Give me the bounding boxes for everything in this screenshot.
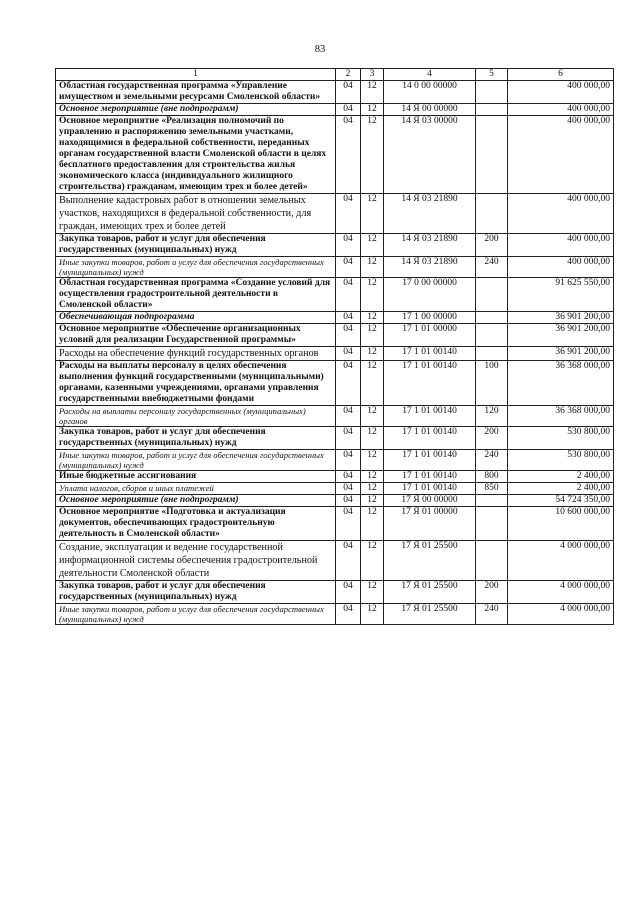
row-name-cell: Иные закупки товаров, работ и услуг для обеспечения государственных (муниципальных) нужд [56, 450, 336, 471]
table-row [56, 194, 614, 234]
table-row [56, 361, 614, 406]
amount-cell: 36 368 000,00 [508, 361, 614, 406]
column-header: 5 [476, 69, 508, 81]
expense-type-cell: 200 [476, 234, 508, 257]
row-name-cell: Уплата налогов, сборов и иных платежей [56, 483, 336, 495]
subsection-code-cell: 12 [361, 361, 384, 406]
amount-cell: 36 368 000,00 [508, 406, 614, 427]
target-article-cell: 17 Я 01 25500 [384, 541, 476, 581]
expense-type-cell: 240 [476, 257, 508, 278]
table-row [56, 278, 614, 312]
section-code-cell: 04 [336, 312, 361, 324]
section-code-cell: 04 [336, 234, 361, 257]
table-row [56, 495, 614, 507]
table-row [56, 450, 614, 471]
page-number: 83 [314, 44, 326, 55]
expense-type-cell [476, 104, 508, 116]
table-row [56, 541, 614, 581]
subsection-code-cell: 12 [361, 104, 384, 116]
table-header-row [56, 69, 614, 81]
section-code-cell: 04 [336, 581, 361, 604]
amount-cell: 36 901 200,00 [508, 347, 614, 361]
table-body [56, 81, 614, 625]
section-code-cell: 04 [336, 278, 361, 312]
section-code-cell: 04 [336, 81, 361, 104]
target-article-cell: 17 1 01 00140 [384, 450, 476, 471]
target-article-cell: 17 1 01 00140 [384, 347, 476, 361]
expense-type-cell [476, 495, 508, 507]
amount-cell: 400 000,00 [508, 81, 614, 104]
section-code-cell: 04 [336, 194, 361, 234]
subsection-code-cell: 12 [361, 278, 384, 312]
table-row [56, 604, 614, 625]
section-code-cell: 04 [336, 471, 361, 483]
target-article-cell: 17 1 01 00000 [384, 324, 476, 347]
column-header: 1 [56, 69, 336, 81]
subsection-code-cell: 12 [361, 507, 384, 541]
target-article-cell: 14 Я 00 00000 [384, 104, 476, 116]
expense-type-cell [476, 194, 508, 234]
table-row [56, 347, 614, 361]
table-row [56, 471, 614, 483]
expense-type-cell: 120 [476, 406, 508, 427]
subsection-code-cell: 12 [361, 427, 384, 450]
column-header: 4 [384, 69, 476, 81]
row-name-cell: Расходы на выплаты персоналу государственных (муниципальных) органов [56, 406, 336, 427]
target-article-cell: 14 Я 03 21890 [384, 257, 476, 278]
section-code-cell: 04 [336, 347, 361, 361]
target-article-cell: 17 1 01 00140 [384, 483, 476, 495]
row-name-cell: Областная государственная программа «Создание условий для осуществления градостроительной деятельности в Смоленской области» [56, 278, 336, 312]
subsection-code-cell: 12 [361, 312, 384, 324]
row-name-cell: Закупка товаров, работ и услуг для обеспечения государственных (муниципальных) нужд [56, 427, 336, 450]
section-code-cell: 04 [336, 361, 361, 406]
section-code-cell: 04 [336, 406, 361, 427]
table-row [56, 234, 614, 257]
subsection-code-cell: 12 [361, 541, 384, 581]
expense-type-cell: 240 [476, 450, 508, 471]
section-code-cell: 04 [336, 427, 361, 450]
section-code-cell: 04 [336, 116, 361, 194]
expense-type-cell: 200 [476, 427, 508, 450]
table-row [56, 427, 614, 450]
amount-cell: 4 000 000,00 [508, 604, 614, 625]
section-code-cell: 04 [336, 483, 361, 495]
subsection-code-cell: 12 [361, 581, 384, 604]
amount-cell: 530 800,00 [508, 450, 614, 471]
amount-cell: 400 000,00 [508, 104, 614, 116]
row-name-cell: Основное мероприятие (вне подпрограмм) [56, 104, 336, 116]
row-name-cell: Иные бюджетные ассигнования [56, 471, 336, 483]
table-row [56, 116, 614, 194]
target-article-cell: 14 Я 03 21890 [384, 194, 476, 234]
row-name-cell: Основное мероприятие «Обеспечение организационных условий для реализации Государственной программы» [56, 324, 336, 347]
table-row [56, 324, 614, 347]
amount-cell: 400 000,00 [508, 234, 614, 257]
table-row [56, 581, 614, 604]
expense-type-cell [476, 278, 508, 312]
amount-cell: 4 000 000,00 [508, 541, 614, 581]
section-code-cell: 04 [336, 495, 361, 507]
subsection-code-cell: 12 [361, 257, 384, 278]
subsection-code-cell: 12 [361, 483, 384, 495]
subsection-code-cell: 12 [361, 406, 384, 427]
row-name-cell: Расходы на выплаты персоналу в целях обеспечения выполнения функций государственными (муниципальными) органами, казенными учреждениями, органами управления государственными внебюджетными фондами [56, 361, 336, 406]
expense-type-cell [476, 312, 508, 324]
section-code-cell: 04 [336, 507, 361, 541]
expense-type-cell: 100 [476, 361, 508, 406]
row-name-cell: Иные закупки товаров, работ и услуг для обеспечения государственных (муниципальных) нужд [56, 257, 336, 278]
section-code-cell: 04 [336, 541, 361, 581]
expense-type-cell [476, 507, 508, 541]
amount-cell: 91 625 550,00 [508, 278, 614, 312]
target-article-cell: 17 1 01 00140 [384, 361, 476, 406]
amount-cell: 400 000,00 [508, 257, 614, 278]
row-name-cell: Закупка товаров, работ и услуг для обеспечения государственных (муниципальных) нужд [56, 581, 336, 604]
amount-cell: 36 901 200,00 [508, 312, 614, 324]
target-article-cell: 17 1 01 00140 [384, 471, 476, 483]
row-name-cell: Создание, эксплуатация и ведение государственной информационной системы обеспечения градостроительной деятельности Смоленской области [56, 541, 336, 581]
amount-cell: 54 724 350,00 [508, 495, 614, 507]
row-name-cell: Основное мероприятие «Реализация полномочий по управлению и распоряжению земельными участками, находящимися в федеральной собственности, переданных органам государственной власти Смоленской области в целях бесплатного предоставления для строительства жилья экономического класса (индивидуального жилищного строительства) гражданам, имеющим трех и более детей» [56, 116, 336, 194]
table-row [56, 257, 614, 278]
target-article-cell: 17 Я 00 00000 [384, 495, 476, 507]
column-header: 6 [508, 69, 614, 81]
section-code-cell: 04 [336, 604, 361, 625]
target-article-cell: 14 Я 03 21890 [384, 234, 476, 257]
subsection-code-cell: 12 [361, 81, 384, 104]
expense-type-cell [476, 81, 508, 104]
section-code-cell: 04 [336, 257, 361, 278]
table-row [56, 81, 614, 104]
expense-type-cell [476, 347, 508, 361]
row-name-cell: Обеспечивающая подпрограмма [56, 312, 336, 324]
target-article-cell: 17 0 00 00000 [384, 278, 476, 312]
table-row [56, 483, 614, 495]
column-header: 2 [336, 69, 361, 81]
section-code-cell: 04 [336, 104, 361, 116]
target-article-cell: 14 Я 03 00000 [384, 116, 476, 194]
target-article-cell: 17 1 01 00140 [384, 406, 476, 427]
row-name-cell: Областная государственная программа «Управление имуществом и земельными ресурсами Смоленской области» [56, 81, 336, 104]
row-name-cell: Иные закупки товаров, работ и услуг для обеспечения государственных (муниципальных) нужд [56, 604, 336, 625]
table-row [56, 507, 614, 541]
expense-type-cell: 240 [476, 604, 508, 625]
target-article-cell: 17 Я 01 25500 [384, 604, 476, 625]
row-name-cell: Основное мероприятие (вне подпрограмм) [56, 495, 336, 507]
table-row [56, 104, 614, 116]
section-code-cell: 04 [336, 324, 361, 347]
column-header: 3 [361, 69, 384, 81]
expense-type-cell: 800 [476, 471, 508, 483]
section-code-cell: 04 [336, 450, 361, 471]
subsection-code-cell: 12 [361, 347, 384, 361]
amount-cell: 2 400,00 [508, 471, 614, 483]
target-article-cell: 17 1 00 00000 [384, 312, 476, 324]
amount-cell: 530 800,00 [508, 427, 614, 450]
subsection-code-cell: 12 [361, 604, 384, 625]
amount-cell: 4 000 000,00 [508, 581, 614, 604]
subsection-code-cell: 12 [361, 450, 384, 471]
amount-cell: 10 600 000,00 [508, 507, 614, 541]
subsection-code-cell: 12 [361, 495, 384, 507]
amount-cell: 36 901 200,00 [508, 324, 614, 347]
expense-type-cell [476, 541, 508, 581]
expense-type-cell: 850 [476, 483, 508, 495]
table-row [56, 312, 614, 324]
amount-cell: 400 000,00 [508, 116, 614, 194]
amount-cell: 400 000,00 [508, 194, 614, 234]
target-article-cell: 17 1 01 00140 [384, 427, 476, 450]
subsection-code-cell: 12 [361, 116, 384, 194]
target-article-cell: 17 Я 01 25500 [384, 581, 476, 604]
subsection-code-cell: 12 [361, 234, 384, 257]
expense-type-cell [476, 116, 508, 194]
expense-type-cell: 200 [476, 581, 508, 604]
table-row [56, 406, 614, 427]
row-name-cell: Расходы на обеспечение функций государственных органов [56, 347, 336, 361]
subsection-code-cell: 12 [361, 471, 384, 483]
subsection-code-cell: 12 [361, 194, 384, 234]
target-article-cell: 17 Я 01 00000 [384, 507, 476, 541]
row-name-cell: Закупка товаров, работ и услуг для обеспечения государственных (муниципальных) нужд [56, 234, 336, 257]
target-article-cell: 14 0 00 00000 [384, 81, 476, 104]
amount-cell: 2 400,00 [508, 483, 614, 495]
row-name-cell: Выполнение кадастровых работ в отношении земельных участков, находящихся в федеральной собственности, для граждан, имеющих трех и более детей [56, 194, 336, 234]
expense-type-cell [476, 324, 508, 347]
budget-table [55, 68, 614, 625]
row-name-cell: Основное мероприятие «Подготовка и актуализация документов, обеспечивающих градостроительную деятельность в Смоленской области» [56, 507, 336, 541]
subsection-code-cell: 12 [361, 324, 384, 347]
